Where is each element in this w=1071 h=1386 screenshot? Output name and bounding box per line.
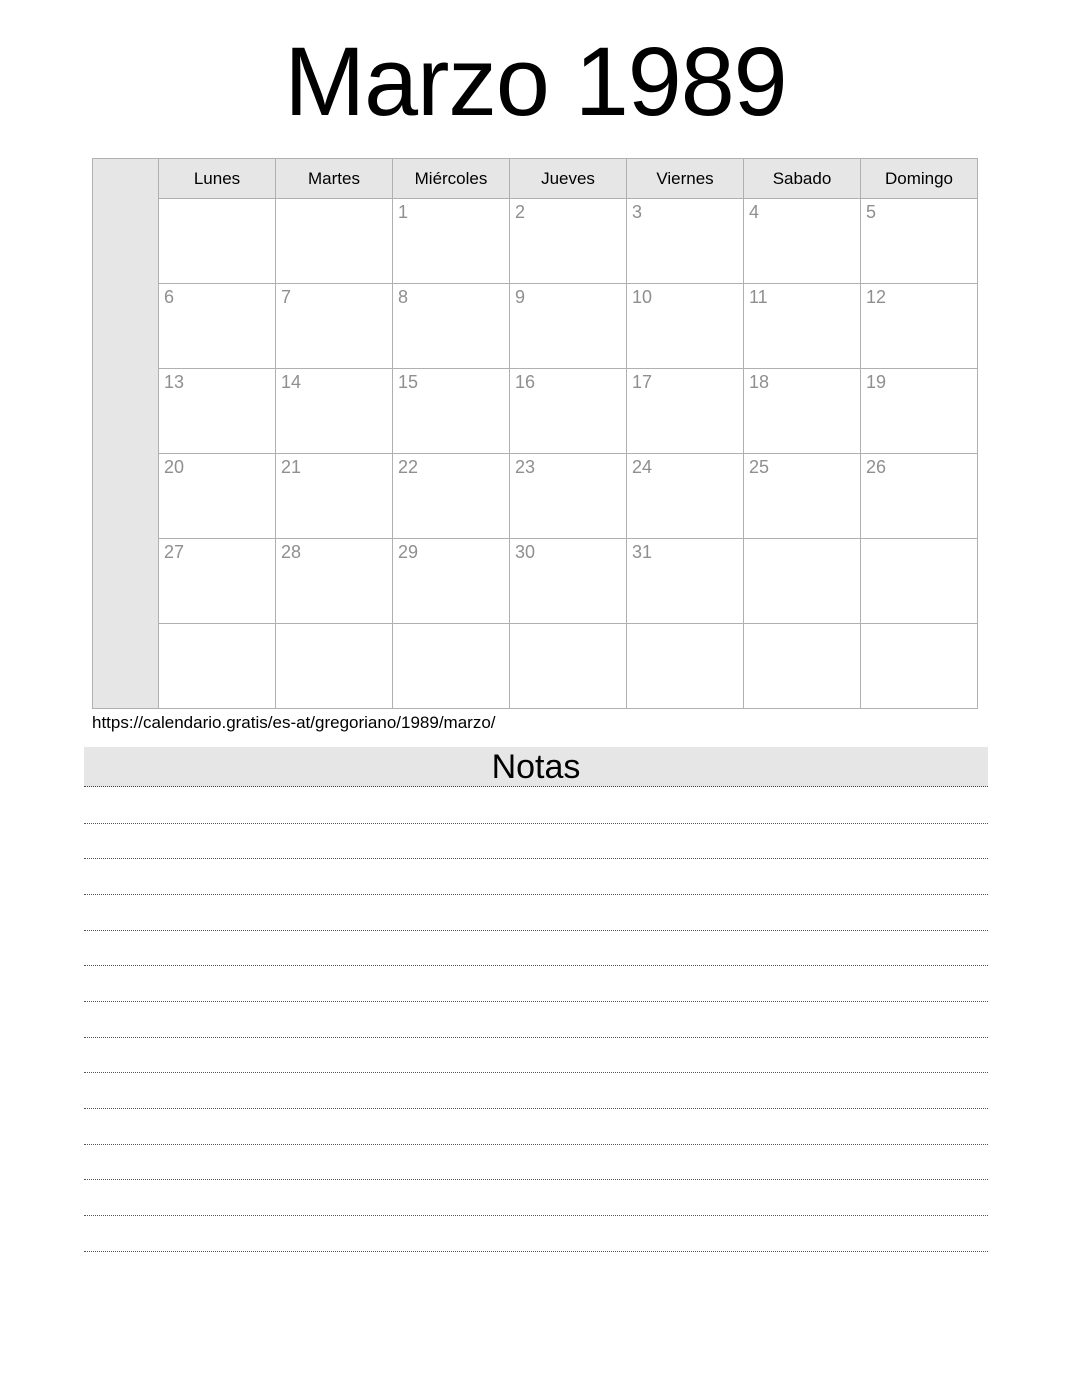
calendar-week-row: [93, 284, 978, 369]
day-cell: [861, 624, 978, 709]
day-cell: 27: [159, 539, 276, 624]
day-header-martes: Martes: [276, 159, 393, 199]
note-line: [84, 1038, 988, 1074]
day-cell: [744, 624, 861, 709]
day-cell: 8: [393, 284, 510, 369]
source-url-text: https://calendario.gratis/es-at/gregoriano/1989/marzo/: [92, 713, 496, 732]
day-cell: 2: [510, 199, 627, 284]
note-line: [84, 859, 988, 895]
day-cell: 16: [510, 369, 627, 454]
day-header-lunes: Lunes: [159, 159, 276, 199]
note-line: [84, 788, 988, 824]
note-line: [84, 895, 988, 931]
note-line: [84, 931, 988, 967]
day-cell: 18: [744, 369, 861, 454]
day-header-domingo: Domingo: [861, 159, 978, 199]
day-cell: 1: [393, 199, 510, 284]
day-header-sabado: Sabado: [744, 159, 861, 199]
day-cell: 5: [861, 199, 978, 284]
day-cell: 12: [861, 284, 978, 369]
calendar-week-row: [93, 454, 978, 539]
day-cell: 30: [510, 539, 627, 624]
day-cell: [276, 199, 393, 284]
note-line: [84, 966, 988, 1002]
day-cell: 9: [510, 284, 627, 369]
day-cell: 21: [276, 454, 393, 539]
day-cell: 4: [744, 199, 861, 284]
day-cell: 31: [627, 539, 744, 624]
day-cell: 26: [861, 454, 978, 539]
day-cell: 13: [159, 369, 276, 454]
calendar-week-row: [93, 199, 978, 284]
day-cell: 29: [393, 539, 510, 624]
calendar-header-row: [93, 159, 978, 199]
day-cell: 23: [510, 454, 627, 539]
note-line: [84, 1073, 988, 1109]
note-line: [84, 1002, 988, 1038]
notes-section-header: Notas: [84, 747, 988, 787]
day-cell: [744, 539, 861, 624]
page-title: Marzo 1989: [284, 27, 787, 136]
note-line: [84, 1145, 988, 1181]
day-cell: [510, 624, 627, 709]
calendar-table: [92, 158, 978, 709]
day-cell: 10: [627, 284, 744, 369]
note-line: [84, 1109, 988, 1145]
note-line: [84, 1216, 988, 1252]
note-line: [84, 1180, 988, 1216]
day-cell: [393, 624, 510, 709]
day-cell: [627, 624, 744, 709]
day-cell: [159, 199, 276, 284]
day-cell: 7: [276, 284, 393, 369]
day-cell: 14: [276, 369, 393, 454]
day-cell: 17: [627, 369, 744, 454]
day-cell: 11: [744, 284, 861, 369]
day-cell: 3: [627, 199, 744, 284]
calendar-week-row: [93, 624, 978, 709]
day-cell: 6: [159, 284, 276, 369]
calendar-gutter-column: [93, 159, 159, 709]
day-header-jueves: Jueves: [510, 159, 627, 199]
day-cell: 20: [159, 454, 276, 539]
day-cell: 24: [627, 454, 744, 539]
day-header-miercoles: Miércoles: [393, 159, 510, 199]
day-cell: 19: [861, 369, 978, 454]
note-line: [84, 824, 988, 860]
day-cell: 15: [393, 369, 510, 454]
calendar-week-row: [93, 539, 978, 624]
day-cell: 28: [276, 539, 393, 624]
day-header-viernes: Viernes: [627, 159, 744, 199]
day-cell: [276, 624, 393, 709]
day-cell: [861, 539, 978, 624]
day-cell: 25: [744, 454, 861, 539]
calendar-week-row: [93, 369, 978, 454]
day-cell: [159, 624, 276, 709]
notes-ruled-lines: [84, 788, 988, 1252]
day-cell: 22: [393, 454, 510, 539]
